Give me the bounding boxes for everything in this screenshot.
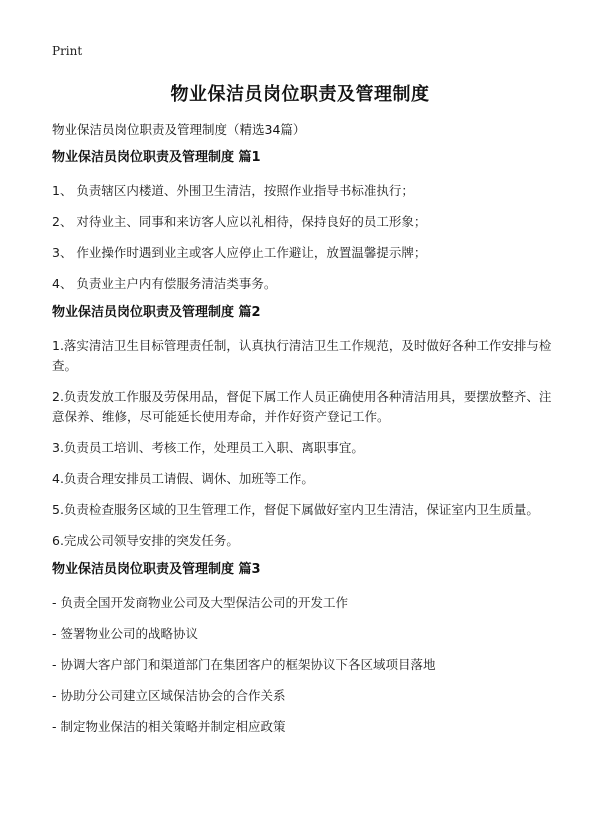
list-item: 3、 作业操作时遇到业主或客人应停止工作避让，放置温馨提示牌； bbox=[52, 245, 427, 260]
print-link[interactable]: Print bbox=[52, 44, 83, 58]
list-item: - 协调大客户部门和渠道部门在集团客户的框架协议下各区域项目落地 bbox=[52, 657, 436, 672]
section-2 bbox=[52, 305, 552, 551]
list-item: 3.负责员工培训、考核工作，处理员工入职、离职事宜。 bbox=[52, 440, 364, 455]
list-item: 2、 对待业主、同事和来访客人应以礼相待，保持良好的员工形象； bbox=[52, 214, 427, 229]
list-item: - 协助分公司建立区域保洁协会的合作关系 bbox=[52, 688, 286, 703]
list-item: 2.负责发放工作服及劳保用品，督促下属工作人员正确使用各种清洁用具，要摆放整齐、注意保养、维修，尽可能延长使用寿命，并作好资产登记工作。 bbox=[52, 389, 552, 424]
list-item: 1、 负责辖区内楼道、外围卫生清洁，按照作业指导书标准执行； bbox=[52, 183, 414, 198]
section-heading: 物业保洁员岗位职责及管理制度 篇3 bbox=[52, 562, 261, 577]
list-item: - 签署物业公司的战略协议 bbox=[52, 626, 198, 641]
list-item: - 制定物业保洁的相关策略并制定相应政策 bbox=[52, 719, 286, 734]
list-item: - 负责全国开发商物业公司及大型保洁公司的开发工作 bbox=[52, 595, 348, 610]
page-title: 物业保洁员岗位职责及管理制度 bbox=[170, 84, 430, 105]
list-item: 4、 负责业主户内有偿服务清洁类事务。 bbox=[52, 276, 277, 291]
page-subtitle: 物业保洁员岗位职责及管理制度（精选34篇） bbox=[52, 122, 306, 137]
list-item: 4.负责合理安排员工请假、调休、加班等工作。 bbox=[52, 471, 314, 486]
list-item: 6.完成公司领导安排的突发任务。 bbox=[52, 533, 239, 548]
sections-container bbox=[52, 150, 552, 748]
list-item: 5.负责检查服务区域的卫生管理工作，督促下属做好室内卫生清洁，保证室内卫生质量。 bbox=[52, 502, 539, 517]
section-heading: 物业保洁员岗位职责及管理制度 篇1 bbox=[52, 150, 261, 165]
section-3 bbox=[52, 562, 552, 737]
section-1 bbox=[52, 150, 552, 294]
section-heading: 物业保洁员岗位职责及管理制度 篇2 bbox=[52, 305, 261, 320]
list-item: 1.落实清洁卫生目标管理责任制，认真执行清洁卫生工作规范，及时做好各种工作安排与检查。 bbox=[52, 338, 552, 373]
